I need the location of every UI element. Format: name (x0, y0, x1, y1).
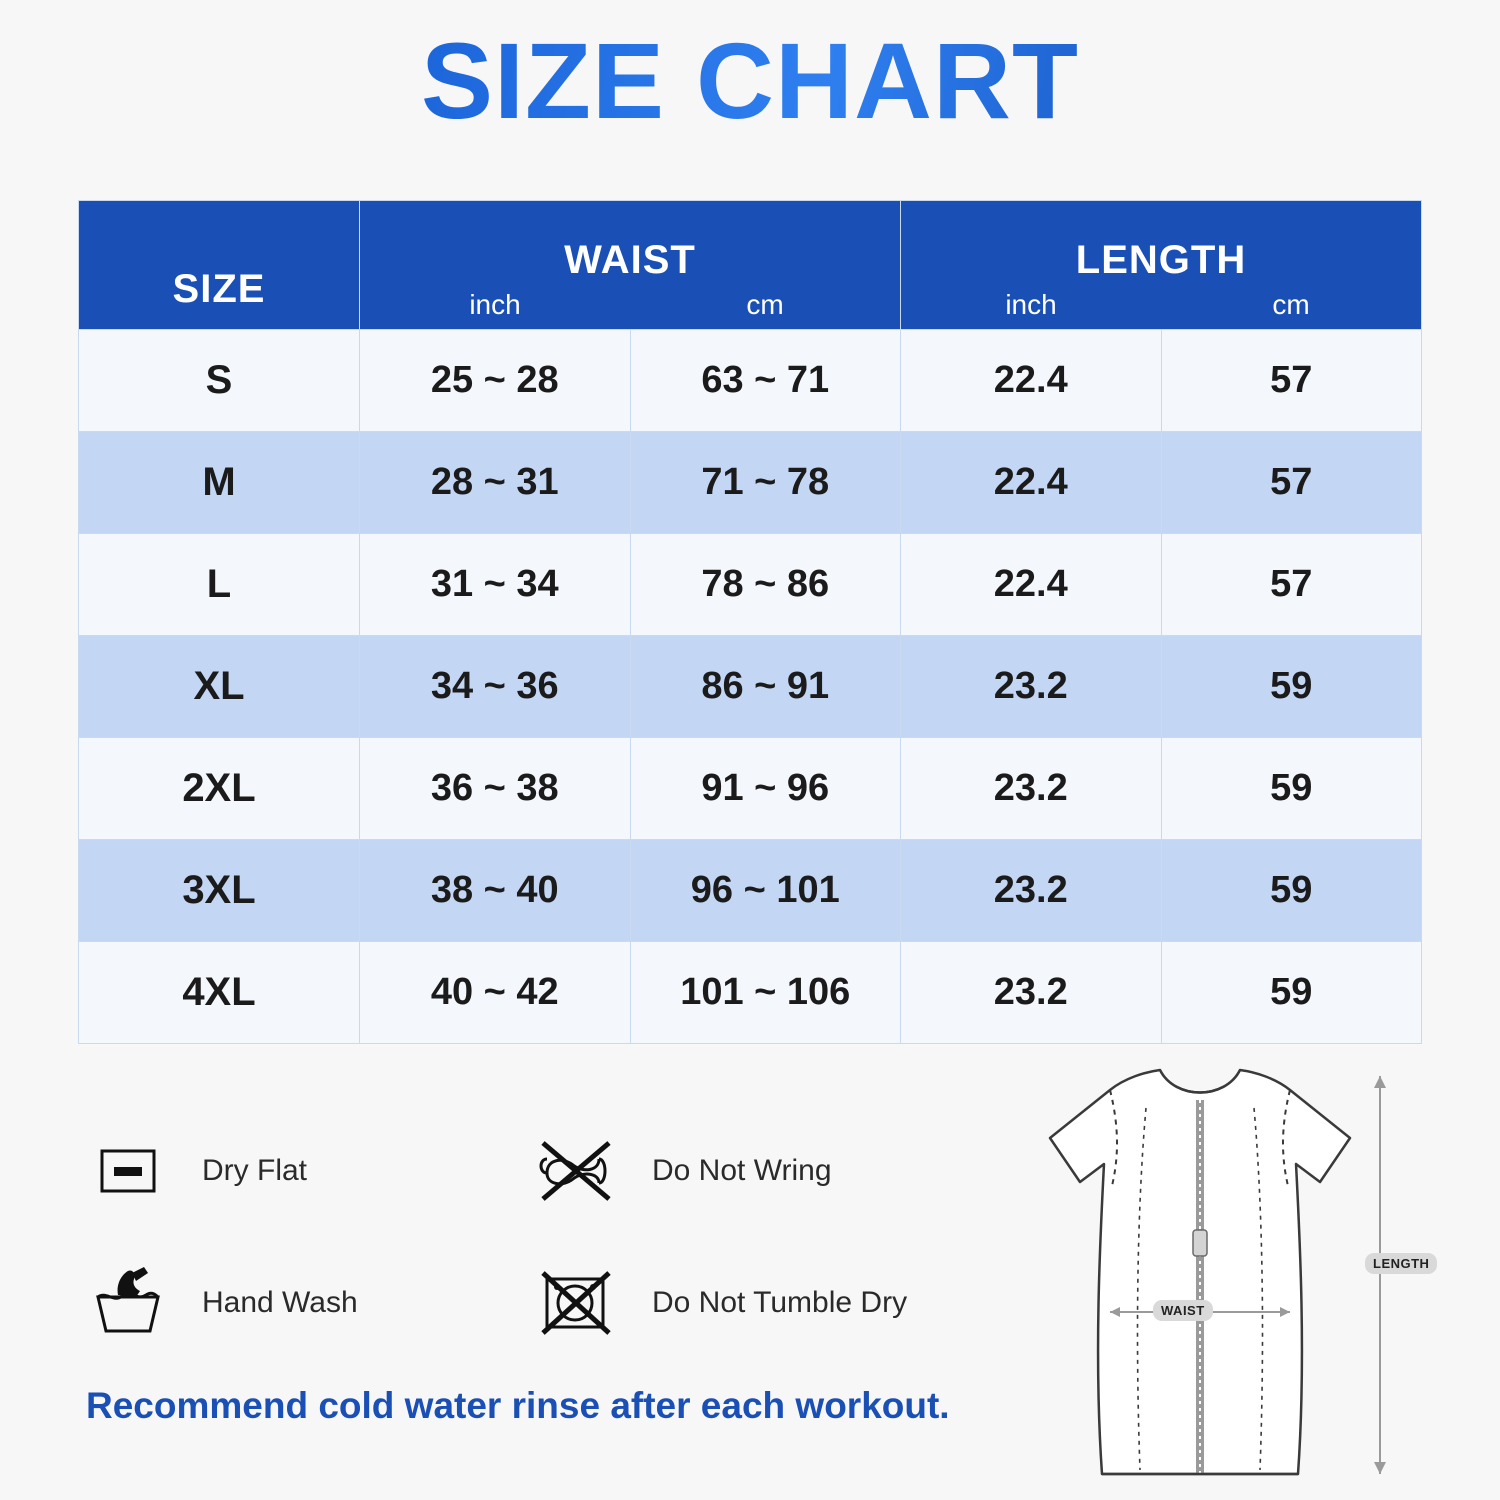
cell-size: 3XL (79, 840, 360, 942)
column-header-size-label: SIZE (172, 266, 266, 311)
care-instructions (80, 1105, 980, 1369)
table-row (79, 636, 1422, 738)
care-item-dry-flat (80, 1123, 530, 1219)
column-header-size (79, 201, 360, 330)
cell-waist-cm: 71 ~ 78 (630, 432, 901, 534)
cell-waist-cm: 78 ~ 86 (630, 534, 901, 636)
cell-waist-inch: 31 ~ 34 (360, 534, 631, 636)
column-header-waist (360, 201, 901, 330)
cell-length-cm: 59 (1161, 942, 1422, 1044)
cell-size: 4XL (79, 942, 360, 1044)
cell-length-cm: 59 (1161, 636, 1422, 738)
hand-wash-icon (80, 1255, 176, 1351)
cell-waist-cm: 91 ~ 96 (630, 738, 901, 840)
table-body (79, 330, 1422, 1044)
care-label-do-not-tumble-dry: Do Not Tumble Dry (652, 1286, 908, 1319)
table-row (79, 432, 1422, 534)
table-row (79, 738, 1422, 840)
cell-size: M (79, 432, 360, 534)
cell-length-inch: 22.4 (901, 534, 1162, 636)
page-title: SIZE CHART (0, 22, 1500, 141)
garment-illustration (960, 1060, 1460, 1490)
cell-waist-inch: 38 ~ 40 (360, 840, 631, 942)
dry-flat-icon (80, 1123, 176, 1219)
care-item-hand-wash (80, 1255, 530, 1351)
cell-length-inch: 23.2 (901, 840, 1162, 942)
cell-length-inch: 22.4 (901, 432, 1162, 534)
cell-waist-inch: 36 ~ 38 (360, 738, 631, 840)
column-header-length-unit-cm: cm (1272, 288, 1310, 320)
cell-length-cm: 57 (1161, 432, 1422, 534)
cell-waist-cm: 86 ~ 91 (630, 636, 901, 738)
size-chart-table (78, 200, 1422, 1044)
column-header-waist-unit-inch: inch (469, 288, 521, 320)
size-chart-table-container (78, 200, 1418, 1044)
care-row-1 (80, 1105, 980, 1237)
column-header-length-unit-inch: inch (1005, 288, 1057, 320)
column-header-length (901, 201, 1422, 330)
garment-svg (960, 1060, 1460, 1490)
do-not-tumble-dry-icon (530, 1255, 626, 1351)
cell-waist-cm: 101 ~ 106 (630, 942, 901, 1044)
length-measure-badge: LENGTH (1365, 1253, 1437, 1274)
table-row (79, 534, 1422, 636)
care-item-do-not-tumble-dry (530, 1255, 980, 1351)
cell-length-inch: 23.2 (901, 636, 1162, 738)
column-header-waist-unit-cm: cm (746, 288, 784, 320)
cell-length-cm: 59 (1161, 738, 1422, 840)
cell-length-cm: 57 (1161, 330, 1422, 432)
cell-waist-inch: 25 ~ 28 (360, 330, 631, 432)
cell-length-inch: 22.4 (901, 330, 1162, 432)
cell-length-inch: 23.2 (901, 942, 1162, 1044)
cell-waist-cm: 63 ~ 71 (630, 330, 901, 432)
cell-waist-cm: 96 ~ 101 (630, 840, 901, 942)
cell-size: XL (79, 636, 360, 738)
table-row (79, 942, 1422, 1044)
care-label-do-not-wring: Do Not Wring (652, 1154, 832, 1187)
cell-waist-inch: 28 ~ 31 (360, 432, 631, 534)
table-row (79, 840, 1422, 942)
cell-length-cm: 59 (1161, 840, 1422, 942)
do-not-wring-icon (530, 1123, 626, 1219)
table-row (79, 330, 1422, 432)
care-item-do-not-wring (530, 1123, 980, 1219)
cell-waist-inch: 40 ~ 42 (360, 942, 631, 1044)
waist-measure-badge: WAIST (1153, 1300, 1213, 1321)
care-label-dry-flat: Dry Flat (202, 1154, 307, 1187)
cell-size: L (79, 534, 360, 636)
care-label-hand-wash: Hand Wash (202, 1286, 358, 1319)
table-header (79, 201, 1422, 330)
care-row-2 (80, 1237, 980, 1369)
column-header-length-label: LENGTH (1075, 237, 1247, 282)
cell-size: 2XL (79, 738, 360, 840)
cell-length-inch: 23.2 (901, 738, 1162, 840)
cell-waist-inch: 34 ~ 36 (360, 636, 631, 738)
cell-size: S (79, 330, 360, 432)
cell-length-cm: 57 (1161, 534, 1422, 636)
recommendation-text: Recommend cold water rinse after each workout. (86, 1385, 950, 1426)
column-header-waist-label: WAIST (564, 237, 696, 282)
